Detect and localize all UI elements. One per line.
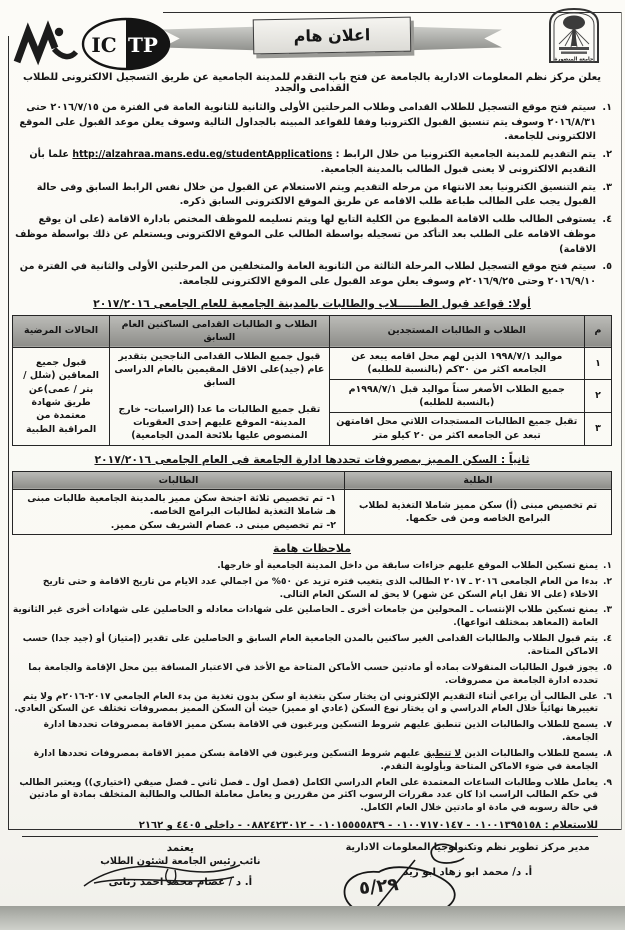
row-number: ١ <box>584 347 611 380</box>
banner-title: اعلان هام <box>253 17 412 55</box>
item-text: سيتم فتح موقع التسجيل لطلاب المرحلة الثالثة من الثانوية العامة والمتخلفين من المرحلتين الأولى والثانية في الفترة من ٢٠١٦/٩/١٠ وحتى ٢٠١٦/٩/٢٥م وسوف يعلن موعد القبول على الموقع الالكترونى للجامعة. <box>19 261 596 288</box>
note-item-5: ٥. يجوز قبول الطالبات المنقولات بماده أو مادتين حسب الأماكن المتاحة مع الأخذ في الاعتبار المسافة بين محل الإقامة والجامعة بما تحدده ادارة الجامعة من مصروفات. <box>28 662 612 686</box>
note-item-6: ٦. على الطالب أن يراعي أثناء التقديم الإلكتروني ان يختار سكن بتغذية او سكن بدون تغذية من بدء العام الجامعي ٢٠١٧-٢٠١٦م ولا يتم تغييرها نهائياً خلال العام الدراسي و ان يختار نوع السكن (عادي او مميز) حيث أن السكن المميز بمصروفات تختلف عن السكن العادي. <box>14 691 612 715</box>
item-text: يتم التنسيق الكترونيا بعد الانتهاء من مرحله التقديم ويتم الاستعلام عن القبول من خلال نفس الرابط السابق وفى حالة القبول يجب على الطالب طباعة طلب الاقامه عن طريق الموقع الالكترونى السابق ذكره. <box>36 181 596 208</box>
signature-right-title: مدير مركز تطوير نظم وتكنولوجيا المعلومات الادارية <box>345 842 590 854</box>
signature-right-name: أ. د/ محمد ابو زهاد ابو زيد <box>403 867 533 879</box>
table-row <box>13 489 612 534</box>
header-serial: م <box>584 315 611 347</box>
procedure-item-2 <box>12 148 612 177</box>
row-number: ٢ <box>584 380 611 413</box>
university-name: جامعة المنصورة <box>554 56 594 63</box>
premium-housing-table <box>12 471 612 535</box>
header-new-students: الطلاب و الطالبات المستجدين <box>329 315 584 347</box>
item-text: سيتم فتح موقع التسجيل للطلاب القدامى وطلاب المرحلتين الأولى والثانية للثانوية العامة في الفترة من ٢٠١٦/٧/١٥ حتى ٢٠١٦/٨/٣١ وسوف يتم تنسيق القبول الكترونيا وفقا للقواعد المبينه بالجداول التالية وسوف يعلن موعد القبول على الموقع الالكترونى للجامعة. <box>19 102 596 143</box>
header-medical-cases: الحالات المرضية <box>13 315 110 347</box>
note-item-1: ١. يمنع تسكين الطلاب الموقع عليهم جزاءات سابقة من داخل المدينة الجامعية أو خارجها. <box>217 560 612 571</box>
item-text: يستوفى الطالب طلب الاقامة المطبوع من الكلية التابع لها ويتم تسليمه للموظف المختص بادارة الاقامة (على ان يوقع موظف الاقامه على الطلب بعد التأكد من تسجيله بواسطة الطالب على الموقع الالكترونى ويستعلم عن ذلك بواسطة موظف الاقامة) <box>15 214 596 255</box>
approve-label: يعتمد <box>166 842 194 855</box>
contact-phone-line: للاستعلام : ٠١٠٠١٣٩٥١٥٨ - ٠١٠٠٧١٧٠١٤٧ - ٠١٠١٥٥٥٥٨٣٩ - ٠٨٨٢٤٢٣٠١٢ - داخلى ٤٤٠٥ و ٢١٦٢ <box>22 820 598 837</box>
ictp-text-left: IC <box>91 33 117 57</box>
page-border-left <box>8 36 9 830</box>
intro-paragraph: يعلن مركز نظم المعلومات الادارية بالجامعة عن فتح باب التقدم للمدينة الجامعية عن طريق التسجيل الالكترونى للطلاب القدامى والجدد <box>22 72 602 94</box>
row-number: ٣ <box>584 412 611 445</box>
note-item-4: ٤. يتم قبول الطلاب والطالبات القدامى الغير ساكنين بالمدن الجامعية العام السابق و الحاصلين على تقدير (إمتياز) أو (جيد جدا) حسب الاماكن المتاحة. <box>22 634 612 657</box>
scanner-background <box>0 906 625 930</box>
procedure-item-1 <box>12 101 612 145</box>
table-row <box>13 347 612 380</box>
admission-rules-table <box>12 315 612 446</box>
signature-left-title: نائب رئيس الجامعة لشئون الطلاب <box>100 856 261 868</box>
document-header <box>12 0 612 64</box>
medical-cases-cell: قبول جميع المعاقين (شلل / بتر / عمى)عن طريق شهادة معتمدة من المراقبة الطبية <box>13 347 110 445</box>
table-header-row <box>13 471 612 489</box>
note-item-9: ٩. يعامل طلاب وطالبات الساعات المعتمدة على العام الدراسي الكامل (فصل اول ـ فصل ثاني ـ فصل صيفي (اختياري)) ويعتبر الطالب في حكم الطالب الراسب اذا كان عدد مقررات الرسوب اكثر من مقررين و يعامل معاملة الطالب والطالبة المتخلف بمادة او مادتين في حالة رسوبه في مادة او مادتين خلال العام الكامل. <box>19 777 612 814</box>
section1-title: أولا: قواعد قبول الطــــــلاب والطالبات بالمدينة الجامعية للعام الجامعى ٢٠١٧/٢٠١٦ <box>93 296 531 310</box>
registration-link[interactable]: http://alzahraa.mans.edu.eg/studentApplications <box>72 149 333 161</box>
header-male-students: الطلبة <box>345 471 612 489</box>
new-students-cell: مواليد ١٩٩٨/٧/١ الذين لهم محل اقامه يبعد عن الجامعه اكثر من ٣٠كم (بالنسبة للطلبه) <box>329 347 584 380</box>
note-item-2: ٢. بدءا من العام الجامعى ٢٠١٦ ـ ٢٠١٧ الطالب الذى يتغيب فتره تزيد عن ٥٠% من اجمالي عدد الايام من تاريخ الاقامة و حتى تاريخ الاخلاء (على الا تقل ايام السكن عن شهر) لا يحق له السكن العام التالى. <box>42 576 612 600</box>
handwritten-date: ٥/٢٩ <box>357 874 400 900</box>
section2-title: ثانياً : السكن المميز بمصروفات تحددها ادارة الجامعة فى العام الجامعى ٢٠١٧/٢٠١٦ <box>94 452 530 466</box>
female-students-cell: ١- تم تخصيص ثلاثة اجنحة سكن مميز بالمدينة الجامعية طالبات مبنى هـ شاملا التغذية لطالبات البرامج الخاصه. ٢- تم تخصيص مبنى د. عصام الشريف سكن مميز. <box>13 489 345 534</box>
new-students-cell: جميع الطلاب الأصغر سناً مواليد قبل ١٩٩٨/٧/١م (بالنسبة للطلبه) <box>329 380 584 413</box>
item-text: يتم التقديم للمدينة الجامعية الكترونيا من خلال الرابط : http://alzahraa.mans.edu.eg/studentApplications علما بأن التقديم الالكترونى لا يعنى قبول الطالب بالمدينة الجامعية. <box>29 149 596 175</box>
item-number: ٥. <box>602 261 612 273</box>
note-item-8: ٨. يسمح للطلاب والطالبات الذين لا تنطبق عليهم شروط التسكين ويرغبون في الاقامة بسكن مميز الاقامة بمصروفات تحددها ادارة الجامعة في ضوء الاماكن المتاحة وبأولوية التقدم. <box>33 748 612 772</box>
mis-logo-icon <box>12 19 78 69</box>
ictp-logo-icon <box>80 16 172 72</box>
procedure-item-4 <box>12 213 612 257</box>
note-item-3: ٣. يمنع تسكين طلاب الإنتساب ـ المحولين من جامعات أخرى ـ الحاصلين على شهادات معادله و الحاصلين على شهادات أخرى غير الثانوية العامة (المعاهد بمختلف انواعها). <box>12 605 612 629</box>
procedure-item-3 <box>12 181 612 210</box>
procedure-item-5 <box>12 260 612 289</box>
old-students-cell: قبول جميع الطلاب القدامى الناجحين بتقدير عام (جيد)على الاقل المقيمين بالعام الدراسى السابق تقبل جميع الطالبات ما عدا (الراسبات- خارج المدينة- الموقع عليهم إحدى العقوبات المنصوص عليها بلائحة المدن الجامعية) <box>110 347 329 445</box>
item-number: ١. <box>602 102 612 113</box>
announcement-banner <box>162 16 502 60</box>
signature-left-name: أ. د / عصام محمد احمد زناتى <box>108 877 253 889</box>
notes-list <box>12 560 612 815</box>
male-students-cell: تم تخصيص مبنى (أ) سكن مميز شاملا التغذية لطلاب البرامج الخاصه ومن فى حكمها. <box>345 489 612 534</box>
mansoura-university-emblem-icon <box>544 4 604 66</box>
signature-block <box>12 842 612 888</box>
header-old-students: الطلاب و الطالبات القدامى الساكنين العام السابق <box>110 315 329 347</box>
procedure-list <box>12 101 612 290</box>
note-item-7: ٧. يسمح للطلاب والطالبات الذين تنطبق عليهم شروط التسكين ويرغبون في الاقامة بسكن مميز الاقامة بمصروفات تحددها ادارة الجامعة. <box>43 720 612 744</box>
page-border-right <box>621 12 622 830</box>
new-students-cell: تقبل جميع الطالبات المستجدات اللاتي محل اقامتهن تبعد عن الجامعه اكثر من ٢٠ كيلو متر <box>329 412 584 445</box>
notes-title: ملاحظات هامة <box>272 541 352 555</box>
ictp-text-right: TP <box>128 33 158 57</box>
item-number: ٢. <box>602 149 612 161</box>
header-female-students: الطالبات <box>13 471 345 489</box>
item-number: ٤. <box>602 214 612 226</box>
table-header-row <box>13 315 612 347</box>
signature-left <box>58 842 303 888</box>
item-number: ٣. <box>602 181 612 193</box>
signature-right <box>345 842 590 888</box>
